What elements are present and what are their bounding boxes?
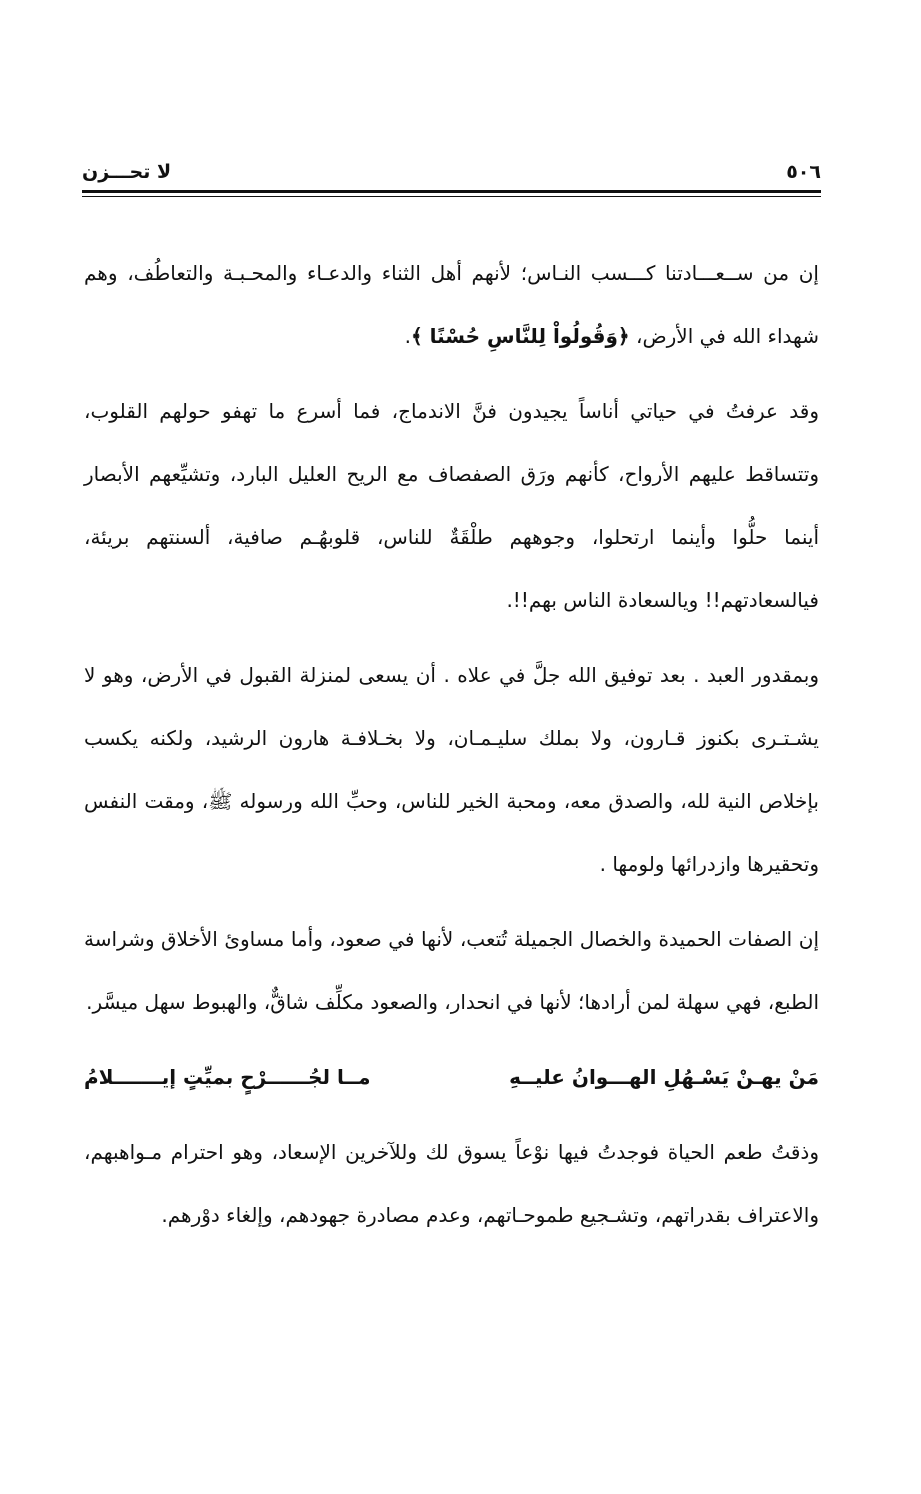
- paragraph-4: إن الصفات الحميدة والخصال الجميلة تُتعب، لأنها في صعود، وأما مساوئ الأخلاق وشراسة الطبع، فهي سهلة لمن أرادها؛ لأنها في انحدار، والصعود مكلِّف شاقٌّ، والهبوط سهل ميسَّر.: [84, 927, 819, 1014]
- paragraph-1-text: إن من ســعـــادتنا كـــسب النـاس؛ لأنهم أهل الثناء والدعـاء والمحـبـة والتعاطُف، وهم شهداء الله في الأرض،: [84, 261, 819, 348]
- poem-first-hemistich: مَنْ يهـنْ يَسْـهُلِ الهـــوانُ عليــهِ: [509, 1065, 819, 1089]
- paragraph-3: وبمقدور العبد . بعد توفيق الله جلَّ في علاه . أن يسعى لمنزلة القبول في الأرض، وهو لا يشـتـرى بكنوز قـارون، ولا بملك سليـمـان، ولا بخـلافـة هارون الرشيد، ولكنه يكسب بإخلاص النية لله، والصدق معه، ومحبة الخير للناس، وحبِّ الله ورسوله ﷺ، ومقت النفس وتحقيرها وازدرائها ولومها .: [84, 663, 819, 876]
- page-number: ٥٠٦: [786, 161, 821, 183]
- book-title: لا تحـــزن: [82, 161, 172, 183]
- header-rule-thin: [82, 196, 821, 197]
- paragraph-1-ending: .: [404, 324, 411, 348]
- poem-second-hemistich: مــا لجُــــــرْحٍ بميِّتٍ إيـــــــلامُ: [84, 1065, 371, 1089]
- paragraph-2: وقد عرفتُ في حياتي أناساً يجيدون فنَّ الاندماج، فما أسرع ما تهفو حولهم القلوب، وتتساقط عليهم الأرواح، كأنهم ورَق الصفصاف مع الريح العليل البارد، وتشيِّعهم الأبصار أينما حلُّوا وأينما ارتحلوا، وجوههم طلْقَةٌ للناس، قلوبهُـم صافية، ألسنتهم بريئة، فيالسعادتهم!! ويالسعادة الناس بهم!!.: [84, 399, 819, 612]
- page-header: [82, 148, 821, 188]
- paragraph-5: وذقتُ طعم الحياة فوجدتُ فيها نوْعاً يسوق لك وللآخرين الإسعاد، وهو احترام مـواهبهم، والاعتراف بقدراتهم، وتشـجيع طموحـاتهم، وعدم مصادرة جهودهم، وإلغاء دوْرهم.: [84, 1140, 819, 1227]
- poem-verse: [84, 1046, 819, 1109]
- header-rule: [82, 190, 821, 193]
- quran-verse: ﴿وَقُولُواْ لِلنَّاسِ حُسْنًا ﴾: [410, 324, 630, 348]
- page-content: [84, 242, 819, 1259]
- paragraph-1: [84, 242, 819, 368]
